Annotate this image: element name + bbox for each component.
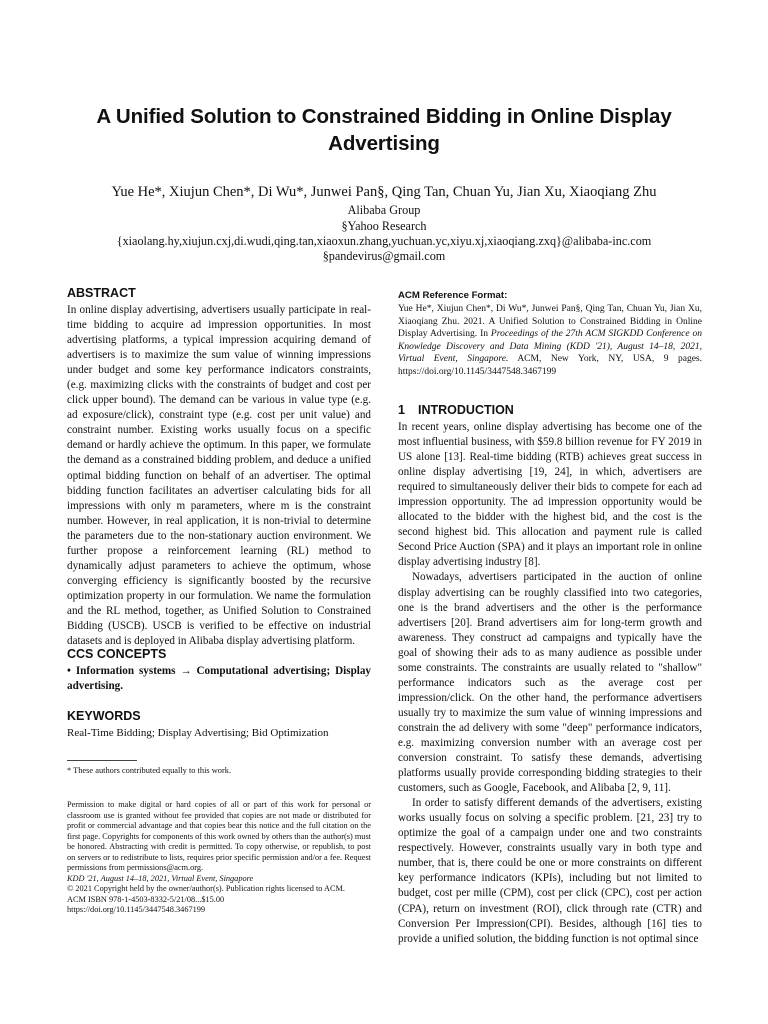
author-list: Yue He*, Xiujun Chen*, Di Wu*, Junwei Pan§, Qing Tan, Chuan Yu, Jian Xu, Xiaoqiang Zhu bbox=[111, 184, 657, 200]
permission-text: Permission to make digital or hard copies of all or part of this work for personal or classroom use is granted without fee provided that copies are not made or distributed for profit or commercial advantage and that copies bear this notice and the full citation on the first page. Copyrights for components of this work owned by others than the author(s) must be honored. Abstracting with credit is permitted. To copy otherwise, or republish, to post on servers or to redistribute to lists, requires prior specific permission and/or a fee. Request permissions from permissions@acm.org. bbox=[67, 800, 371, 873]
introduction-text bbox=[398, 420, 702, 947]
doi-line: https://doi.org/10.1145/3447548.3467199 bbox=[67, 905, 206, 915]
acm-reference-heading: ACM Reference Format: bbox=[398, 290, 508, 301]
acm-reference-text: Yue He*, Xiujun Chen*, Di Wu*, Junwei Pan§, Qing Tan, Chuan Yu, Jian Xu, Xiaoqiang Zhu. 2021. A Unified Solution to Constrained Bidding in Online Display Advertising. In Proceedings of the 27th ACM SIGKDD Conference on Knowledge Discovery and Data Mining (KDD '21), August 14–18, 2021, Virtual Event, Singapore. ACM, New York, NY, USA, 9 pages. https://doi.org/10.1145/3447548.3467199 bbox=[398, 304, 702, 377]
ccs-concepts: • Information systems → Computational advertising; Display advertising. bbox=[67, 665, 371, 693]
author-emails: {xiaolang.hy,xiujun.cxj,di.wudi,qing.tan,xiaoxun.zhang,yuchuan.yc,xiyu.xj,xiaoqiang.zxq}@alibaba-inc.com bbox=[116, 234, 652, 248]
section-title: INTRODUCTION bbox=[418, 403, 514, 417]
permission-notice bbox=[67, 800, 371, 916]
ccs-heading: CCS CONCEPTS bbox=[67, 647, 167, 661]
intro-paragraph: Nowadays, advertisers participated in the auction of online display advertising can be roughly classified into two categories, one is the brand advertisers and the other is the performance advertisers [20]. Brand advertisers aim for long-term growth and awareness. They construct ad campaigns and typically have the goal of showing their ads to as many audience as possible under some constraints. The constraints are usually related to "shallow" performance indicators such as the average cost per impression/click. On the other hand, the performance advertisers usually try to maximize the sum value of winning impressions and constrain the ad delivery with some "deep" performance indicators, e.g. maximizing conversion number with an average cost per conversion constraint. To satisfy these demands, advertising platforms usually provide corresponding bidding strategies to their customers, such as Google, Facebook, and Alibaba [2, 9, 11]. bbox=[398, 571, 702, 795]
author-email-pan: §pandevirus@gmail.com bbox=[322, 249, 446, 263]
venue-line: KDD '21, August 14–18, 2021, Virtual Event, Singapore bbox=[67, 873, 254, 883]
introduction-heading bbox=[398, 403, 702, 417]
paper-title: A Unified Solution to Constrained Bidding in Online Display Advertising bbox=[96, 105, 672, 155]
keywords-heading: KEYWORDS bbox=[67, 709, 141, 723]
section-number: 1 bbox=[398, 403, 405, 417]
footnote-rule bbox=[67, 760, 137, 761]
intro-paragraph: In order to satisfy different demands of the advertisers, existing works usually focus on solving a specific problem. [21, 23] try to optimize the goal of a campaign under one and two constraints respectively. However, constraints usually vary in both type and number, that is, there could be one or more constraints on different key performance indicators (KPIs), including but not limited to budget, cost per mille (CPM), cost per click (CPC), cost per action (CPA), return on investment (ROI), click through rate (CTR) and Conversion Per Impression(CPI). Besides, although [16] ties to provide a unified solution, the bidding function is not optimal since bbox=[398, 797, 702, 945]
abstract-text: In online display advertising, advertisers usually participate in real-time bidding to acquire ad impression opportunities. In most advertising platforms, a typical impression acquiring demand of advertisers is to maximize the sum value of winning impressions under budget and some key performance indicators constraints, (e.g. maximizing clicks with the constraints of budget and cost per click upper bound). The demand can be various in value type (e.g. ad exposure/click), constraint type (e.g. cost per unit value) and constraint number. Existing works usually focus on a specific demand or hardly achieve the optimum. In this paper, we formulate the demand as a constrained bidding problem, and deduce a unified optimal bidding function on behalf of an advertiser. The optimal bidding function facilitates an advertiser calculating bids for all impressions with only m parameters, where m is the constraint number. However, in real application, it is non-trivial to determine the parameters due to the non-stationary auction environment. We further propose a reinforcement learning (RL) method to dynamically adjust parameters to achieve the optimum, whose converging efficiency is significantly boosted by the recursive optimization property in our formulation. We name the formulation and the RL method, together, as Unified Solution to Constrained Bidding (USCB). USCB is verified to be effective on industrial datasets and is deployed in Alibaba display advertising platform. bbox=[67, 304, 371, 648]
abstract-heading: ABSTRACT bbox=[67, 286, 136, 300]
affiliation-yahoo: §Yahoo Research bbox=[341, 219, 427, 233]
isbn-line: ACM ISBN 978-1-4503-8332-5/21/08...$15.00 bbox=[67, 894, 225, 904]
ccs-text bbox=[67, 664, 371, 694]
copyright-line: © 2021 Copyright held by the owner/author(s). Publication rights licensed to ACM. bbox=[67, 884, 345, 894]
affiliation-alibaba: Alibaba Group bbox=[347, 203, 421, 217]
keywords-text: Real-Time Bidding; Display Advertising; Bid Optimization bbox=[67, 727, 329, 739]
intro-paragraph: In recent years, online display advertising has become one of the most influential business, with $59.8 billion revenue for FY 2019 in US alone [13]. Real-time bidding (RTB) achieves great success in online display advertising [19, 24], in which, advertisers are required to simultaneously deliver their bids to compete for each ad impression opportunity. The ad impression opportunity would be allocated to the bidder with the highest bid, and the cost is the second highest bid. This allocation and payment rule is called Second Price Auction (SPA) and it plays an important role in online display advertising industry [8]. bbox=[398, 421, 702, 569]
equal-contribution-footnote: * These authors contributed equally to this work. bbox=[67, 766, 232, 775]
